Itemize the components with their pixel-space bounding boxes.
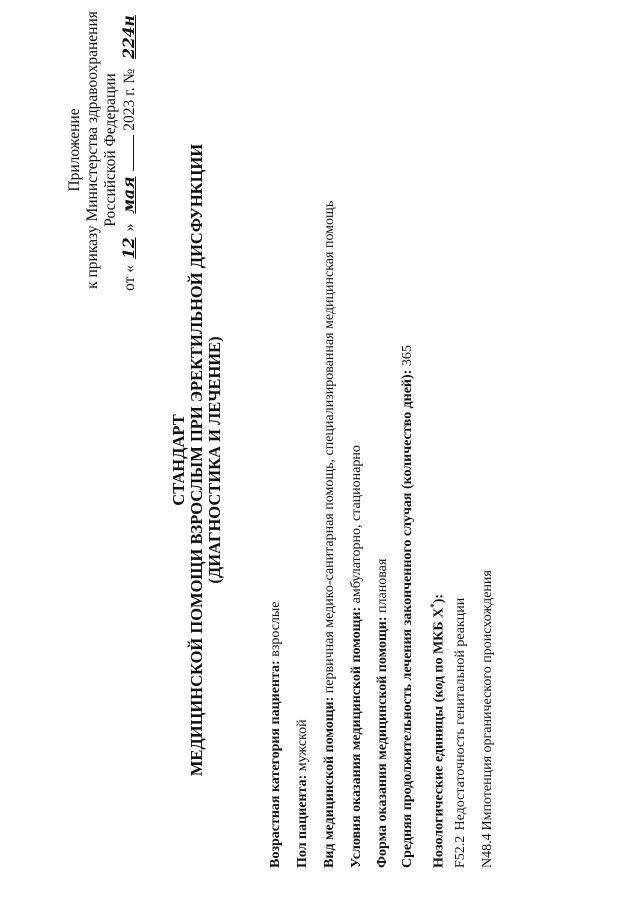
appendix-header [66, 0, 139, 300]
property-value: амбулаторно, стационарно [349, 445, 364, 604]
document-title [170, 0, 224, 920]
property-value: плановая [375, 558, 390, 613]
date-blank-line [133, 135, 134, 171]
property-value: первичная медико-санитарная помощь, специализированная медицинская помощь [322, 200, 337, 694]
property-sex [295, 719, 311, 868]
appendix-date-line [120, 0, 139, 300]
date-month: мая [119, 176, 138, 214]
property-treatment-duration [400, 345, 416, 868]
property-care-form [375, 559, 391, 868]
property-nosology-header [426, 594, 448, 868]
appendix-title: Приложение [66, 108, 83, 192]
icd-code: F52.2 [453, 835, 468, 868]
property-label: Средняя продолжительность лечения законченного случая (количество дней): [400, 369, 415, 868]
icd-code: N48.4 [480, 833, 495, 868]
property-label: Форма оказания медицинской помощи: [375, 616, 390, 868]
date-prefix: от « [121, 264, 138, 291]
property-age-category [268, 601, 284, 868]
appendix-order-line: к приказу Министерства здравоохранения [84, 11, 101, 289]
property-label: Пол пациента: [295, 774, 310, 868]
appendix-ministry-line: Российской Федерации [102, 73, 119, 227]
property-care-conditions [349, 445, 365, 868]
title-main: МЕДИЦИНСКОЙ ПОМОЩИ ВЗРОСЛЫМ ПРИ ЭРЕКТИЛЬНОЙ ДИСФУНКЦИИ [187, 143, 206, 777]
property-value: мужской [295, 719, 310, 772]
property-care-type [322, 201, 338, 868]
icd-name: Недостаточность генитальной реакции [453, 597, 468, 831]
nosology-row [453, 598, 469, 868]
title-subtitle: (ДИАГНОСТИКА И ЛЕЧЕНИЕ) [205, 336, 224, 584]
date-day-suffix: » [121, 223, 138, 232]
date-day: 12 [119, 237, 138, 259]
title-standard: СТАНДАРТ [169, 414, 188, 506]
icd-superscript: * [429, 603, 439, 608]
property-label: Нозологические единицы (код по МКБ X [431, 607, 447, 868]
icd-name: Импотенция органического происхождения [480, 570, 495, 831]
nosology-row [480, 570, 496, 868]
property-value: 365 [400, 345, 415, 367]
order-number: 224н [119, 15, 138, 59]
property-label: Возрастная категория пациента: [268, 660, 283, 868]
property-label: Условия оказания медицинской помощи: [349, 606, 364, 868]
date-year: 2023 г. № [121, 68, 138, 131]
property-label: Вид медицинской помощи: [322, 696, 337, 868]
property-value: взрослые [268, 601, 283, 657]
property-label-end: ): [431, 593, 447, 604]
